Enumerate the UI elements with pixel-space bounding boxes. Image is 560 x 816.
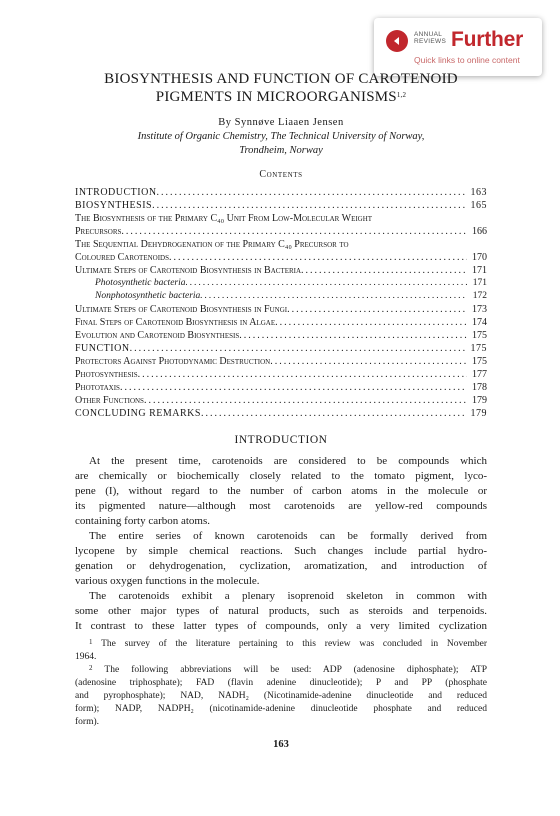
leader-dots [138,368,467,381]
toc-page: 175 [470,343,487,354]
contents-heading: Contents [259,169,303,180]
text-line: pene (I), without regard to the number of carbon atoms in the molecule or [75,485,487,497]
toc-label: FUNCTION [75,343,130,354]
toc-label: INTRODUCTION [75,187,157,198]
toc-page: 171 [472,265,487,276]
footnote-2-line [75,664,487,677]
toc-page: 179 [470,408,487,419]
quick-links-label[interactable]: Quick links to online content [414,55,520,65]
toc-page: 175 [472,356,487,367]
annual-reviews-label: ANNUAL REVIEWS [414,31,447,45]
text-line: are chemically or biochemically closely related to the tomato pigment, lyco- [75,470,487,482]
toc-entry [75,186,487,199]
text-line: lycopene by simple chemical reactions. Such changes include partial hydro- [75,545,487,557]
page-number: 163 [273,739,289,750]
toc-entry [75,407,487,420]
toc-label: Coloured Carotenoids [75,252,170,263]
leader-dots [201,407,467,420]
toc-entry [75,329,487,342]
footnote-1 [75,638,487,664]
toc-entry [75,355,487,368]
toc-entry [75,225,487,238]
toc-label: CONCLUDING REMARKS [75,408,201,419]
toc-entry [75,342,487,355]
toc-page: 170 [472,252,487,263]
text-line: its pigmented nature—although most carotenoids are yellow-red compounds [75,500,487,512]
toc-page: 171 [472,278,487,288]
toc-page: 173 [472,304,487,315]
text-line: genation or dehydrogenation, cyclization, aromatization, and introduction of [75,560,487,572]
toc-entry [75,368,487,381]
toc-page: 166 [472,226,487,237]
intro-paragraph-2 [75,529,487,589]
toc-entry [75,212,487,225]
article-title-line-1: BIOSYNTHESIS AND FUNCTION OF CAROTENOID [104,71,458,87]
footnote-2-line: and pyrophosphate); NAD, NADH₂ (Nicotinamide-adenine dinucleotide and reduced [75,691,487,701]
toc-entry [75,316,487,329]
footnote-text: The survey of the literature pertaining to this review was concluded in November [101,639,487,649]
text-line: The entire series of known carotenoids can be formally derived from [89,530,487,542]
text-line: At the present time, carotenoids are considered to be compounds which [89,455,487,467]
toc-entry [75,303,487,316]
leader-dots [157,186,467,199]
leader-dots [275,316,467,329]
toc-label: Nonphotosynthetic bacteria [95,291,201,301]
toc-entry [75,199,487,212]
toc-page: 163 [470,187,487,198]
toc-label: Photosynthesis [75,369,138,380]
text-line: It contrast to these latter types of compounds, only a very limited cyclization [75,620,487,632]
leader-dots [144,394,467,407]
text-line: The carotenoids exhibit a plenary isoprenoid skeleton in common with [89,590,487,602]
article-title-line-2 [75,88,487,106]
text-line: containing forty carbon atoms. [75,515,211,527]
further-label: Further [451,28,524,51]
toc-entry [75,381,487,394]
leader-dots [120,381,467,394]
text-line: some other major types of natural products, such as steroids and terpenoids. [75,605,487,617]
title-footnote-marks: 1,2 [396,91,407,99]
toc-label: Ultimate Steps of Carotenoid Biosynthesis in Bacteria [75,265,302,276]
affiliation-line-2: Trondheim, Norway [239,145,323,156]
leader-dots [301,264,467,277]
toc-label: The Biosynthesis of the Primary C₄₀ Unit From Low-Molecular Weight [75,213,373,224]
toc-label: Other Functions [75,395,144,406]
leader-dots [152,199,467,212]
footnote-2 [75,664,487,729]
footnote-2-line: (adenosine triphosphate); FAD (flavin adenine dinucleotide); P and PP (phosphate [75,678,487,688]
text-line: various oxygen functions in the molecule. [75,575,260,587]
article-title-line-2-text: PIGMENTS IN MICROORGANISMS [155,89,397,105]
toc-label: BIOSYNTHESIS [75,200,153,211]
leader-dots [239,329,467,342]
annual-reviews-further-badge[interactable] [374,18,542,76]
leader-dots [186,277,468,290]
footnote-2-line: form). [75,717,100,727]
author-line: By Synnøve Liaaen Jensen [218,117,344,128]
leader-dots [169,251,467,264]
affiliation-line-1: Institute of Organic Chemistry, The Technical University of Norway, [137,131,425,142]
toc-label: The Sequential Dehydrogenation of the Primary C₄₀ Precursor to [75,239,349,250]
toc-page: 177 [472,369,487,380]
intro-paragraph-3 [75,589,487,634]
toc-entry [75,251,487,264]
toc-page: 178 [472,382,487,393]
toc-page: 165 [470,200,487,211]
introduction-heading: INTRODUCTION [234,434,328,446]
leader-dots [130,342,467,355]
footnote-mark: 2 [89,664,93,672]
leader-dots [270,355,467,368]
leader-dots [287,303,467,316]
footnote-text: The following abbreviations will be used: ADP (adenosine diphosphate); ATP [104,665,487,675]
toc-entry [75,264,487,277]
toc-page: 175 [472,330,487,341]
toc-label: Ultimate Steps of Carotenoid Biosynthesis in Fungi [75,304,288,315]
toc-entry [75,238,487,251]
toc-label: Phototaxis [75,382,120,393]
play-icon [386,30,408,52]
toc-entry [95,277,487,290]
toc-page: 172 [472,291,487,301]
toc-entry [75,394,487,407]
intro-paragraph-1 [75,454,487,529]
toc-entry [95,290,487,303]
toc-label: Photosynthetic bacteria [95,278,186,288]
toc-label: Final Steps of Carotenoid Biosynthesis in Algae [75,317,276,328]
footnote-1-line: 1964. [75,652,97,662]
toc-label: Protectors Against Photodynamic Destruction [75,356,271,367]
toc-label: Evolution and Carotenoid Biosynthesis [75,330,240,341]
footnote-1-line [75,638,487,651]
toc-page: 174 [472,317,487,328]
footnote-2-line: form); NADP, NADPH₂ (nicotinamide-adenine dinucleotide phosphate and reduced [75,704,487,714]
toc-page: 179 [472,395,487,406]
leader-dots [121,225,467,238]
footnote-mark: 1 [89,638,93,646]
toc-label: Precursors [75,226,122,237]
leader-dots [200,290,467,303]
